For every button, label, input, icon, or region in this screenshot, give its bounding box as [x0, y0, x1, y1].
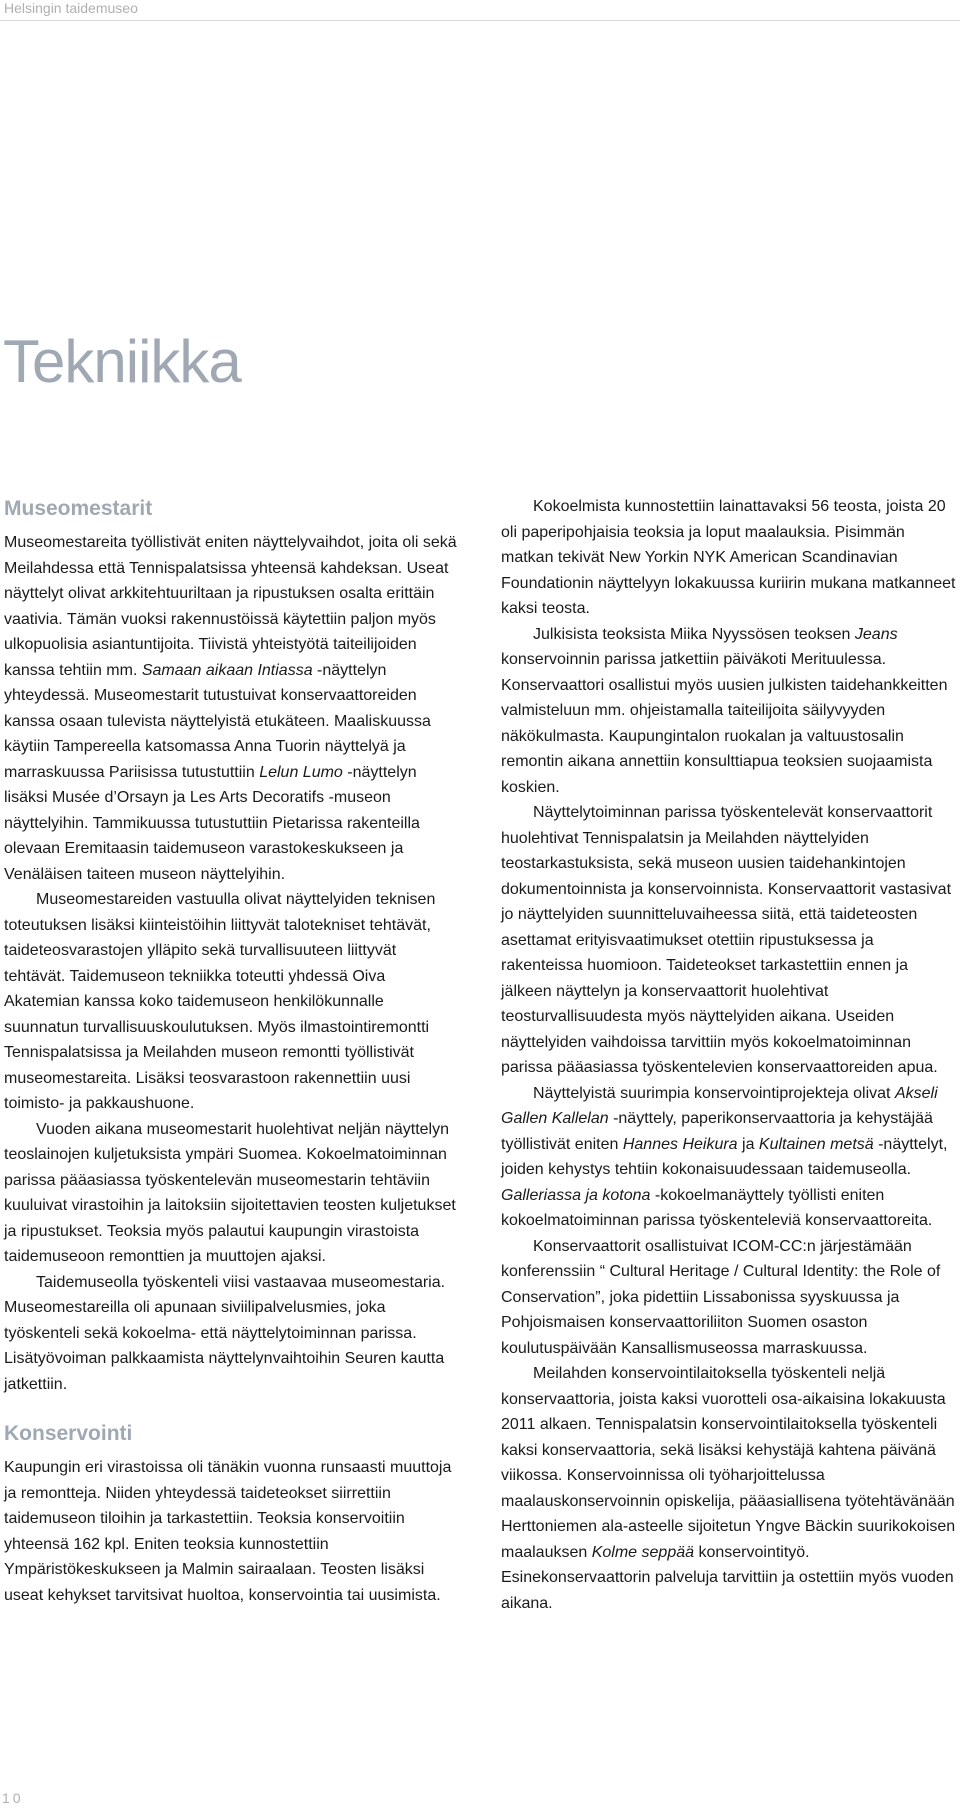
text-span: konservoinnin parissa jatkettiin päiväkoti Merituulessa. Konservaattori osallistui myös uusien julkisten taidehankkeitten valmisteluun mm. ohjeistamalla taiteilijoita säilyvyyden näkökulmasta. Kaupungintalon ruokalan ja valtuustosalin remontin aikana annettiin konsulttiapua teoksien suojaamista koskien. — [501, 651, 948, 796]
artwork-title: Jeans — [854, 625, 898, 643]
left-column — [4, 494, 459, 1608]
page-title: Tekniikka — [3, 328, 241, 395]
section-heading-konservointi: Konservointi — [4, 1422, 133, 1445]
paragraph: Näyttelytoiminnan parissa työskentelevät konservaattorit huolehtivat Tennispalatsin ja Meilahden näyttelyiden teostarkastuksista, sekä museon uusien taidehankintojen dokumentoinnista ja konservoinnista. Konservaattorit vastasivat jo näyttelyiden suunnitteluvaiheessa siitä, että taideteosten asettamat erityisvaatimukset otettiin ripustuksessa ja rakenteissa huomioon. Taideteokset tarkastettiin ennen ja jälkeen näyttelyn ja konservaattorit huolehtivat teosturvallisuudesta myös näyttelyiden aikana. Useiden näyttelyiden vaihdoissa tarvittiin myös kokoelmatoiminnan parissa pääasiassa työskentelevien konservaattoreiden apua. — [501, 804, 952, 1076]
text-span: -näyttelyn lisäksi Musée d’Orsayn ja Les Arts Decoratifs -museon näyttelyihin. Tammikuussa tutustuttiin Pietarissa rakenteilla olevaan Eremitaasin taidemuseon varastokeskukseen ja Venäläisen taiteen museon näyttelyihin. — [4, 763, 420, 883]
paragraph — [501, 1081, 956, 1234]
exhibition-title: Hannes Heikura — [622, 1135, 738, 1153]
paragraph — [501, 622, 956, 801]
exhibition-title: Lelun Lumo — [259, 763, 343, 781]
artwork-title: Kolme seppää — [591, 1543, 695, 1561]
header-divider — [0, 20, 960, 21]
section-heading-museomestarit: Museomestarit — [4, 497, 153, 520]
text-span: -näyttely, paperikonservaattoria ja kehystäjää työllistivät eniten — [501, 1110, 933, 1153]
exhibition-title: Galleriassa ja kotona — [501, 1186, 651, 1204]
paragraph — [4, 530, 459, 887]
text-span: -näyttelyt, joiden kehystys tehtiin kokonaisuudessaan taidemuseolla. — [501, 1135, 948, 1178]
text-span: konservointityö. Esinekonservaattorin palveluja tarvittiin ja ostettiin myös vuoden aikana. — [501, 1543, 954, 1612]
exhibition-title: Kultainen metsä — [758, 1135, 874, 1153]
exhibition-title: Akseli Gallen Kallelan — [501, 1084, 938, 1127]
text-span: ja — [737, 1135, 759, 1153]
paragraph: Taidemuseolla työskenteli viisi vastaavaa museomestaria. Museomestareilla oli apunaan siviilipalvelusmies, joka työskenteli sekä kokoelma- että näyttelytoiminnan parissa. Lisätyövoiman palkkaamista näyttelynvaihtoihin Seuren kautta jatkettiin. — [4, 1273, 446, 1393]
paragraph: Vuoden aikana museomestarit huolehtivat neljän näyttelyn teoslainojen kuljetuksista ympäri Suomea. Kokoelmatoiminnan parissa pääasiassa työskentelevän museomestarin tehtäviin kuuluivat virastoihin ja laitoksiin sijoitettavien teosten kuljetukset ja ripustukset. Teoksia myös palautui kaupungin virastoista taidemuseoon remonttien ja muuttojen ajaksi. — [4, 1120, 456, 1265]
paragraph: Kaupungin eri virastoissa oli tänäkin vuonna runsaasti muuttoja ja remontteja. Niiden yhteydessä taideteokset siirrettiin taidemuseon tiloihin ja tarkastettiin. Teoksia konservoitiin yhteensä 162 kpl. Eniten teoksia kunnostettiin Ympäristökeskukseen ja Malmin sairaalaan. Teosten lisäksi useat kehykset tarvitsivat huoltoa, konservointia tai uusimista. — [4, 1459, 452, 1604]
text-span: Meilahden konservointilaitoksella työskenteli neljä konservaattoria, joista kaksi vuorotteli osa-aikaisina lokakuusta 2011 alkaen. Tennispalatsin konservointilaitoksella työskenteli kaksi konservaattoria, sekä lisäksi kehystäjä kahtena päivänä viikossa. Konservoinnissa oli työharjoittelussa maalauskonservoinnin opiskelija, pääasiallisena työtehtävänään Herttoniemen ala-asteelle sijoitetun Yngve Bäckin suurikokoisen maalauksen — [501, 1365, 956, 1561]
header-title: Helsingin taidemuseo — [4, 0, 138, 16]
text-span: Museomestareita työllistivät eniten näyttelyvaihdot, joita oli sekä Meilahdessa että Tennispalatsissa yhteensä kahdeksan. Useat näyttelyt olivat arkkitehtuuriltaan ja ripustuksen osalta erittäin vaativia. Tämän vuoksi rakennustöissä käytettiin paljon myös ulkopuolisia asiantuntijoita. Tiivistä yhteistyötä taiteilijoiden kanssa tehtiin mm. — [4, 534, 457, 679]
text-span: -näyttelyn yhteydessä. Museomestarit tutustuivat konservaattoreiden kanssa osaan tulevista näyttelyistä etukäteen. Maaliskuussa käytiin Tampereella katsomassa Anna Tuorin näyttelyä ja marraskuussa Pariisissa tutustuttiin — [4, 661, 431, 781]
right-column — [501, 494, 956, 1616]
text-span: Näyttelyistä suurimpia konservointiprojekteja olivat — [533, 1084, 895, 1102]
page-header — [0, 0, 960, 22]
paragraph — [501, 1361, 956, 1616]
page-number: 10 — [2, 1790, 24, 1806]
paragraph: Museomestareiden vastuulla olivat näyttelyiden teknisen toteutuksen lisäksi kiinteistöihin liittyvät talotekniset tehtävät, taideteosvarastojen ylläpito sekä turvallisuuteen liittyvät tehtävät. Taidemuseon tekniikka toteutti yhdessä Oiva Akatemian kanssa koko taidemuseon henkilökunnalle suunnatun turvallisuuskoulutuksen. Myös ilmastointiremontti Tennispalatsissa ja Meilahden museon remontti työllistivät museomestareita. Lisäksi teosvarastoon rakennettiin uusi toimisto- ja pakkaushuone. — [4, 891, 436, 1112]
text-span: Julkisista teoksista Miika Nyyssösen teoksen — [533, 625, 855, 643]
paragraph: Kokoelmista kunnostettiin lainattavaksi 56 teosta, joista 20 oli paperipohjaisia teoksia ja loput maalauksia. Pisimmän matkan tekivät New Yorkin NYK American Scandinavian Foundationin näyttelyyn lokakuussa kuriirin mukana matkanneet kaksi teosta. — [501, 498, 956, 617]
exhibition-title: Samaan aikaan Intiassa — [141, 661, 313, 679]
paragraph: Konservaattorit osallistuivat ICOM-CC:n järjestämään konferenssiin “ Cultural Heritage / Cultural Identity: the Role of Conservation”, joka pidettiin Lissabonissa syyskuussa ja Pohjoismaisen konservaattoriliiton Suomen osaston koulutuspäivään Kansallismuseossa marraskuussa. — [501, 1237, 941, 1357]
text-span: -kokoelmanäyttely työllisti eniten kokoelmatoiminnan parissa työskenteleviä konservaattoreita. — [501, 1186, 933, 1229]
